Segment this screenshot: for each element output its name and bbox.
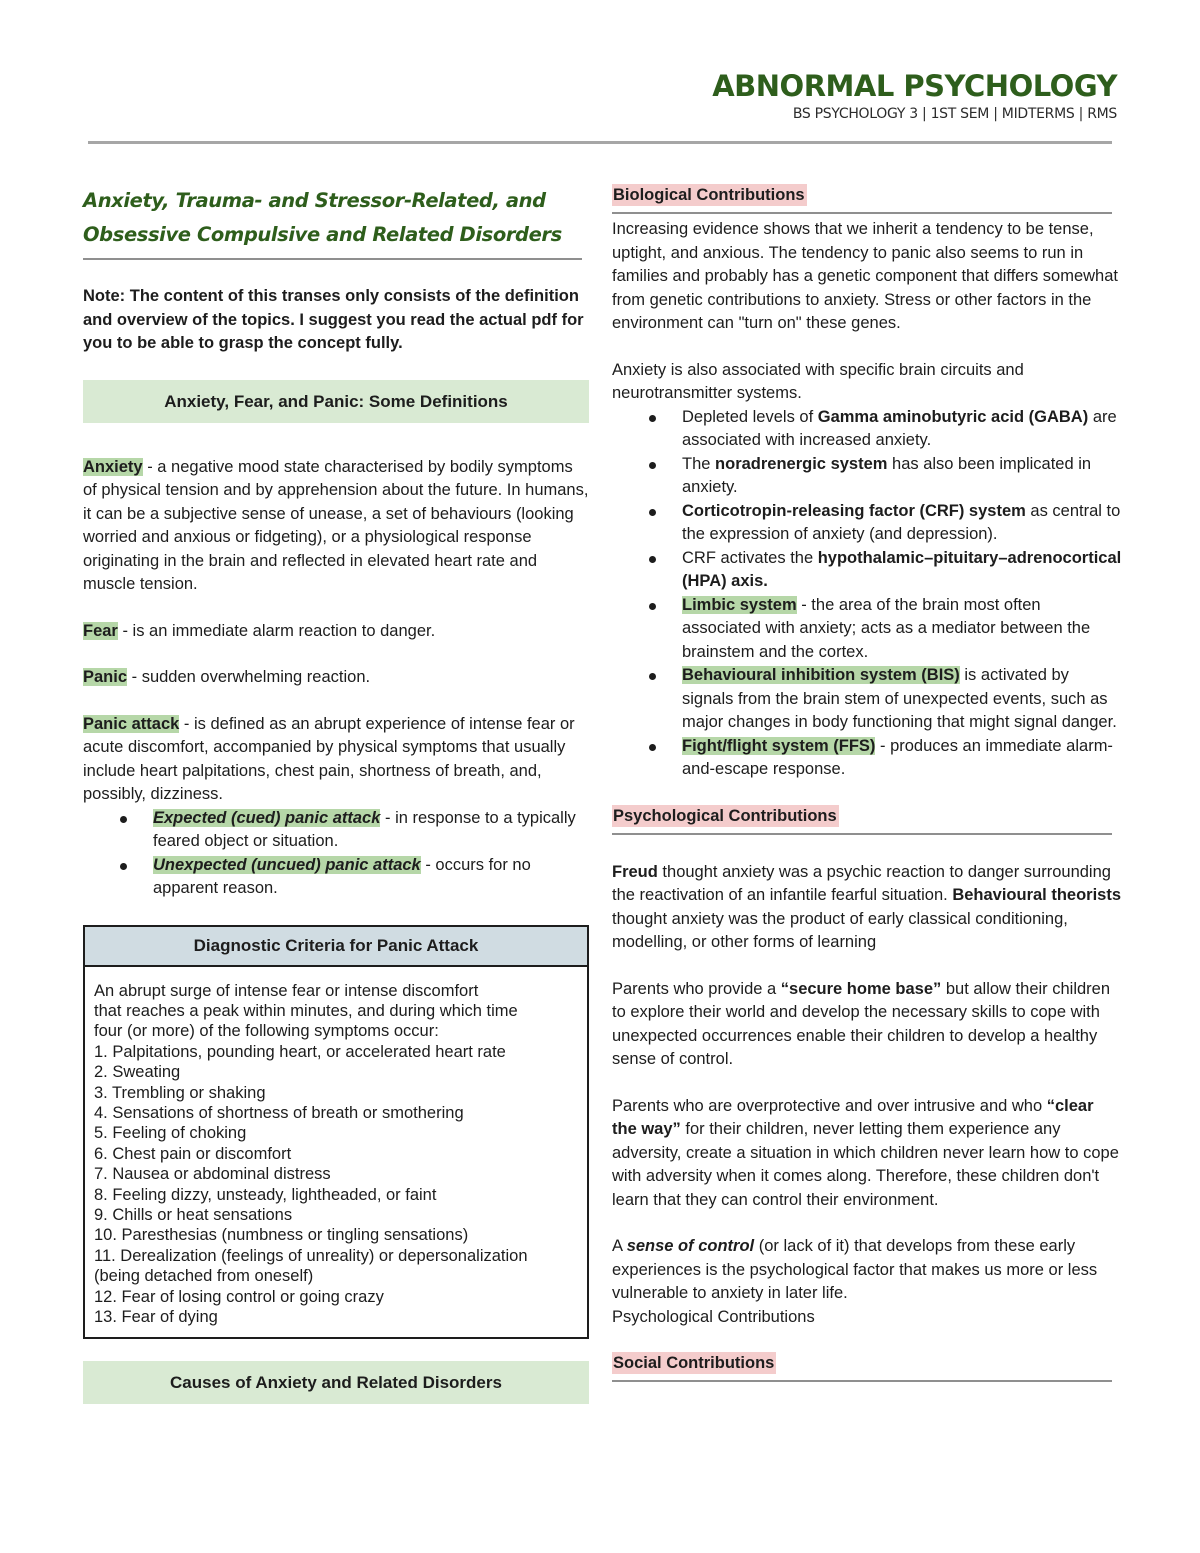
expected-panic-term: Expected (cued) panic attack (153, 808, 381, 827)
unexpected-panic-term: Unexpected (uncued) panic attack (153, 855, 421, 874)
panic-definition-text: - sudden overwhelming reaction. (127, 668, 371, 686)
document-title: ABNORMAL PSYCHOLOGY (712, 69, 1117, 103)
diagnostic-criteria-body (85, 967, 587, 1338)
behavioural-theorists-term: Behavioural theorists (952, 886, 1122, 904)
psychological-trailing-line: Psychological Contributions (612, 1307, 815, 1326)
criteria-item: 1. Palpitations, pounding heart, or accelerated heart rate (94, 1042, 506, 1061)
panic-attack-types-list (83, 807, 589, 901)
diagnostic-criteria-title: Diagnostic Criteria for Panic Attack (85, 927, 587, 967)
section-title (83, 184, 589, 252)
psychological-paragraph-3 (612, 1095, 1122, 1213)
list-item (153, 854, 589, 901)
psychological-heading-wrap (612, 805, 1122, 827)
fear-term: Fear (83, 621, 118, 640)
fear-definition (83, 620, 589, 644)
criteria-item: 3. Trembling or shaking (94, 1083, 266, 1102)
criteria-item: 13. Fear of dying (94, 1308, 218, 1326)
criteria-intro-line: An abrupt surge of intense fear or intense discomfort (94, 981, 479, 1000)
panic-definition (83, 666, 589, 690)
header-divider (88, 141, 1112, 144)
document-subtitle: BS PSYCHOLOGY 3 | 1ST SEM | MIDTERMS | RMS (792, 106, 1117, 122)
anxiety-definition-text: - a negative mood state characterised by bodily symptoms of physical tension and by apprehension about the future. In humans, it can be a subjective sense of unease, a set of behaviours (looking worried and anxious or fidgeting), or a physiological response originating in the brain and reflected in elevated heart rate and muscle tension. (83, 457, 589, 593)
freud-text: thought anxiety was a psychic reaction to danger surrounding the reactivation of an infantile fearful situation. (612, 862, 1111, 904)
paragraph-text: Parents who provide a (612, 979, 781, 998)
list-item (153, 807, 589, 854)
biological-heading: Biological Contributions (613, 186, 805, 204)
criteria-item: 11. Derealization (feelings of unreality) or depersonalization (94, 1246, 528, 1265)
list-item (682, 406, 1122, 453)
diagnostic-criteria-box (83, 925, 589, 1340)
criteria-item: 7. Nausea or abdominal distress (94, 1165, 331, 1184)
anxiety-definition (83, 456, 589, 597)
item-text: are associated with increased anxiety. (682, 407, 1117, 449)
expected-panic-text: - in response to a typically feared object or situation. (153, 808, 576, 850)
causes-heading: Causes of Anxiety and Related Disorders (83, 1361, 589, 1404)
biological-paragraph-2: Anxiety is also associated with specific brain circuits and neurotransmitter systems. (612, 360, 1024, 402)
criteria-item: 2. Sweating (94, 1063, 181, 1082)
item-text: is activated by signals from the brain stem of unexpected events, such as major changes in body functioning that might signal danger. (682, 666, 1117, 731)
social-heading: Social Contributions (613, 1354, 775, 1372)
paragraph-text: but allow their children to explore their world and develop the necessary skills to cope with unexpected occurrences enable their children to develop a healthy sense of control. (612, 979, 1111, 1068)
freud-term: Freud (612, 862, 658, 881)
criteria-item: 4. Sensations of shortness of breath or smothering (94, 1103, 464, 1122)
biological-divider (612, 212, 1112, 214)
criteria-item: 8. Feeling dizzy, unsteady, lightheaded, or faint (94, 1185, 437, 1204)
psychological-paragraph-4 (612, 1235, 1122, 1306)
page-header (712, 68, 1117, 122)
bis-term: Behavioural inhibition system (BIS) (682, 666, 960, 684)
item-bold: Gamma aminobutyric acid (GABA) (817, 407, 1089, 426)
list-item (682, 547, 1122, 594)
note-paragraph: Note: The content of this transes only consists of the definition and overview of the topics. I suggest you read the actual pdf for you to be able to grasp the concept fully. (83, 287, 584, 352)
list-item (682, 500, 1122, 547)
secure-home-base-term: “secure home base” (780, 979, 942, 998)
list-item (682, 453, 1122, 500)
item-text: Depleted levels of (682, 407, 818, 426)
psychological-paragraph-2 (612, 978, 1122, 1072)
sense-of-control-term: sense of control (626, 1237, 755, 1255)
unexpected-panic-text: - occurs for no apparent reason. (153, 855, 531, 897)
item-bold: Corticotropin-releasing factor (CRF) system (682, 501, 1026, 520)
definitions-heading: Anxiety, Fear, and Panic: Some Definitions (83, 380, 589, 423)
psychological-paragraph-1 (612, 861, 1122, 955)
panic-attack-term: Panic attack (83, 714, 180, 733)
psychological-divider (612, 833, 1112, 835)
panic-attack-definition (83, 713, 589, 807)
criteria-intro-line: four (or more) of the following symptoms occur: (94, 1022, 439, 1041)
paragraph-text: (or lack of it) that develops from these early experiences is the psychological factor that makes us more or less vulnerable to anxiety in later life. (612, 1237, 1098, 1302)
list-item (682, 664, 1122, 735)
item-text: has also been implicated in anxiety. (682, 454, 1092, 496)
criteria-item: 10. Paresthesias (numbness or tingling sensations) (94, 1226, 469, 1245)
biological-paragraph-1: Increasing evidence shows that we inherit a tendency to be tense, uptight, and anxious. The tendency to panic also seems to run in families and probably has a genetic component that differs somewhat from genetic contributions to anxiety. Stress or other factors in the environment can "turn on" these genes. (612, 220, 1118, 332)
social-heading-wrap (612, 1352, 1122, 1374)
anxiety-term: Anxiety (83, 457, 143, 476)
item-text: - produces an immediate alarm-and-escape response. (682, 736, 1113, 778)
ffs-term: Fight/flight system (FFS) (682, 736, 876, 755)
section-title-divider (83, 258, 582, 260)
paragraph-text: for their children, never letting them experience any adversity, create a situation in which children never learn how to cope with adversity when it comes along. Therefore, these children don't learn that they can control their environment. (612, 1120, 1119, 1209)
psychological-heading: Psychological Contributions (613, 806, 837, 825)
panic-attack-definition-text: - is defined as an abrupt experience of intense fear or acute discomfort, accompanied by physical symptoms that usually include heart palpitations, chest pain, shortness of breath, and, possibly, dizziness. (83, 714, 575, 803)
item-text: - the area of the brain most often associated with anxiety; acts as a mediator between the brainstem and the cortex. (682, 595, 1091, 661)
panic-term: Panic (83, 668, 128, 686)
section-title-line-2: Obsessive Compulsive and Related Disorders (83, 223, 562, 246)
limbic-system-term: Limbic system (682, 595, 797, 614)
criteria-item: 6. Chest pain or discomfort (94, 1144, 292, 1163)
criteria-item: 9. Chills or heat sensations (94, 1205, 293, 1224)
list-item (682, 735, 1122, 782)
clear-the-way-term: “clear the way” (612, 1096, 1094, 1138)
behavioural-text: thought anxiety was the product of early classical conditioning, modelling, or other forms of learning (612, 909, 1068, 951)
criteria-item: 5. Feeling of choking (94, 1124, 247, 1143)
section-title-line-1: Anxiety, Trauma- and Stressor-Related, and (83, 189, 546, 212)
criteria-item: 12. Fear of losing control or going crazy (94, 1287, 384, 1306)
paragraph-text: A (612, 1237, 627, 1255)
biological-list (612, 406, 1122, 782)
criteria-item: (being detached from oneself) (94, 1267, 314, 1286)
right-column (612, 184, 1122, 1382)
item-text: as central to the expression of anxiety (and depression). (682, 501, 1121, 543)
criteria-intro-line: that reaches a peak within minutes, and during which time (94, 1001, 518, 1020)
list-item (682, 594, 1122, 665)
fear-definition-text: - is an immediate alarm reaction to danger. (117, 621, 436, 640)
item-bold: noradrenergic system (715, 454, 888, 473)
paragraph-text: Parents who are overprotective and over intrusive and who (612, 1096, 1047, 1115)
item-text: CRF activates the (682, 548, 818, 567)
item-bold: hypothalamic–pituitary–adrenocortical (HPA) axis. (682, 548, 1122, 590)
item-text: The (682, 454, 716, 473)
social-divider (612, 1380, 1112, 1382)
left-column (83, 184, 589, 1404)
